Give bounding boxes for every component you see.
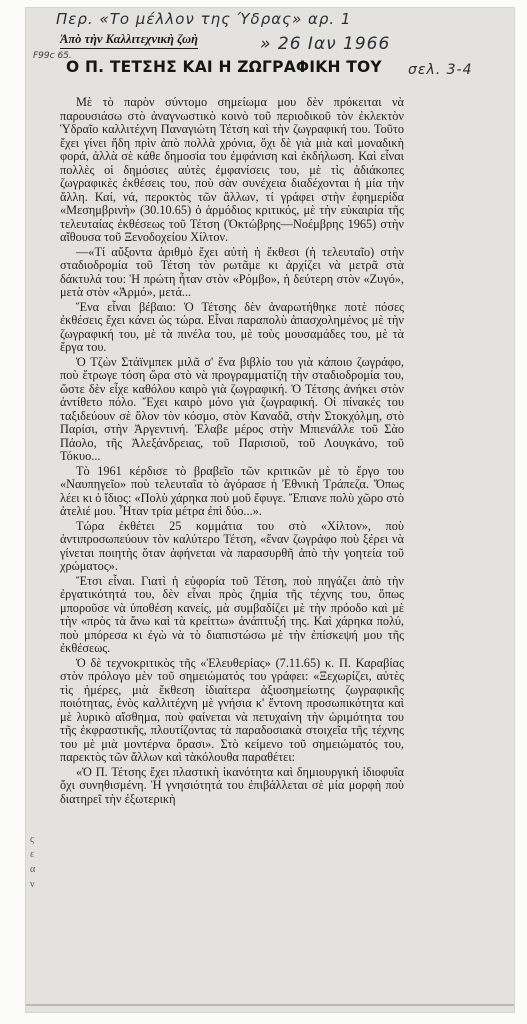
article-paragraph: Ἕνα εἶναι βέβαιο: Ὁ Τέτσης δὲν ἀναρωτήθηκε ποτὲ πόσες ἐκθέσεις ἔχει κάνει ὡς τώρα. Εἶναι παραπολὺ ἀπασχολημένος μὲ τὴν ζωγραφική του, μὲ τὰ πινέλα του, μὲ τοὺς μουσαμάδες του, μὲ τὰ ἔργα του. (60, 299, 404, 354)
article-paragraph: Ἔτσι εἶναι. Γιατὶ ἡ εὐφορία τοῦ Τέτση, ποὺ πηγάζει ἀπὸ τὴν ἐργατικότητά του, δὲν εἶναι πρὸς ζημία τῆς τέχνης του, ὅπως μποροῦσε νὰ ὑποθέση κανείς, μὰ συμβαδίζει μὲ τὴν πρόοδο καὶ μὲ τὴν «πρὸς τὰ ἄνω καὶ τὰ κρείττω» ἀνάπτυξή της. Καὶ χάρηκα πολύ, ποὺ μπόρεσα κι ἐγὼ νὰ τὸ διαπιστώσω μὲ τὴν ἐπίσκεψή μου τῆς ἐκθέσεως. (60, 573, 404, 655)
handwritten-page-note: σελ. 3-4 (408, 62, 473, 78)
article-paragraph: —«Τί αὔξοντα ἀριθμὸ ἔχει αὐτὴ ἡ ἔκθεσι (ἡ τελευταῖο) στὴν σταδιοδρομία τοῦ Τέτση τὸν ρωτᾶμε κι ἀρχίζει νὰ μετρᾶ στὰ δάκτυλά του: Ἡ πρώτη ἦταν στὸν «Ρόμβο», ἡ δεύτερη στὸν «Ζυγό», μετὰ στὸν «Ἀρμό», μετά... (60, 244, 404, 299)
article-paragraph: Μὲ τὸ παρὸν σύντομο σημείωμα μου δὲν πρόκειται νὰ παρουσιάσω στὸ ἀναγνωστικὸ κοινὸ τοῦ περιοδικοῦ τὸν ἐκλεκτὸν Ὑδραῖο καλλιτέχνη Παναγιώτη Τέτση καὶ τὴν ζωγραφική του. Τοῦτο ἔχει γίνει ἤδη πρὶν ἀπὸ πολλὰ χρόνια, ὄχι δὲ γιὰ μιὰ καὶ μοναδικὴ φορά, ἀλλὰ σὲ κάθε δημοσία του ἐμφάνιση καὶ ἐκδήλωση. Καὶ εἶναι πολλὲς οἱ δημόσιες αὐτὲς ἐμφανίσεις του, μὲ τὶς ἀδιάκοπες ζωγραφικὲς ἐκθέσεις του, ποὺ σὰν συνέχεια διαδέχονται ἡ μία τὴν ἄλλη. Καί, νά, περοκτὸς τῶν ἄλλων, τί γράφει στὴν ἐφημερίδα «Μεσημβρινὴ» (30.10.65) ὁ ἁρμόδιος κριτικός, μὲ τὴν εὐκαιρία τῆς τελευταίας ἐκθέσεως τοῦ Τέτση (Ὀκτώβρης—Νοέμβρης 1965) στὴν αἴθουσα τοῦ Ξενοδοχείου Χίλτον. (60, 95, 404, 244)
article-paragraph: Τὸ 1961 κέρδισε τὸ βραβεῖο τῶν κριτικῶν μὲ τὸ ἔργο του «Ναυπηγεῖο» ποὺ τελευταῖα τὸ ἀγόρασε ἡ Ἐθνικὴ Τράπεζα. Ὅπως λέει κι ὁ ἴδιος: «Πολὺ χάρηκα ποὺ μοῦ ἔφυγε. Ἔπιανε πολὺ χῶρο στὸ ἀτελιέ μου. Ἦταν τρία μέτρα ἐπὶ δύο...». (60, 463, 404, 518)
article-body (60, 96, 404, 807)
clipping-bottom-edge (26, 1004, 514, 1006)
article-paragraph: Ὁ δὲ τεχνοκριτικὸς τῆς «Ἐλευθερίας» (7.11.65) κ. Π. Καραβίας στὸν πρόλογο μὲν τοῦ σημειώματός του γράφει: «Ξεχωρίζει, αὐτὲς τὶς ἡμέρες, μιὰ ἔκθεση ἰδιαίτερα ἀξιοσημείωτης ζωγραφικῆς ποιότητας, ἑνὸς καλλιτέχνη μὲ γνήσια κ' ἔντονη προσωπικότητα καὶ μὲ λυρικὸ αἴσθημα, ποὺ φαίνεται νὰ πετυχαίνη τὴν ὡριμότητα του τῆς ἐκφραστικῆς, πλουτίζοντας τὰ παραδοσιακὰ στοιχεῖα τῆς τέχνης του μὲ μιὰ μοντέρνα ὅρασι». Στὸ κείμενο τοῦ σημειώματός του, παρεκτὸς τῶν ἄλλων καὶ τὰκόλουθα παραθέτει: (60, 655, 404, 764)
handwritten-margin-note: F99c 65. (33, 51, 72, 61)
article-headline: Ο Π. ΤΕΤΣΗΣ ΚΑΙ Η ΖΩΓΡΑΦΙΚΗ ΤΟΥ (66, 58, 382, 76)
handwritten-date-note: » 26 Ιαν 1966 (260, 34, 391, 54)
handwritten-source-note: Περ. «Το μέλλον της Ύδρας» αρ. 1 (56, 10, 352, 28)
left-margin-marks: ς ε α ν (30, 834, 36, 890)
article-paragraph: «Ὁ Π. Τέτσης ἔχει πλαστικὴ ἱκανότητα καὶ δημιουργικὴ ἰδιοφυΐα ὄχι συνηθισμένη. Ἡ γνησιότητά του ἐπιβάλλεται σὲ μία μορφὴ ποὺ διατηρεῖ τὴν ἐξωτερικὴ (60, 764, 404, 806)
section-label: Ἀπὸ τὴν Καλλιτεχνικὴ ζωὴ (60, 32, 198, 49)
article-paragraph: Τώρα ἐκθέτει 25 κομμάτια του στὸ «Χίλτον», ποὺ ἀντιπροσωπεύουν τὸν καλύτερο Τέτση, «ἕναν ζωγράφο ποὺ ξέρει νὰ γίνεται ποιητὴς ὅταν ἀφήνεται νὰ παρασυρθῆ ἀπὸ τὴν γοητεία τοῦ χρώματος». (60, 518, 404, 573)
article-paragraph: Ὁ Τζὼν Στάϊνμπεκ μιλᾶ σ' ἕνα βιβλίο του γιὰ κάποιο ζωγράφο, ποὺ ἔτρωγε τόση ὥρα στὸ νὰ προγραμματίζη τὴν σταδιοδρομία του, ὥστε δὲν εἶχε καθόλου καιρὸ γιὰ ζωγραφική. Ὁ Τέτσης ἀνήκει στὸν ἀντίθετο πόλο. Ἔχει καιρὸ μόνο γιὰ ζωγραφική. Οἱ πίνακές του ταξιδεύουν σὲ ὅλον τὸν κόσμο, στὸν Καναδᾶ, στὴν Στοκχόλμη, στὸ Παρίσι, στὴν Ἀργεντινή. Ἐλαβε μέρος στὴν Μπιενάλλε τοῦ Σὰο Πάολο, τῆς Ἀλεξάνδρειας, τοῦ Παρισιοῦ, τοῦ Λουγκάνο, τοῦ Τόκυο... (60, 354, 404, 463)
